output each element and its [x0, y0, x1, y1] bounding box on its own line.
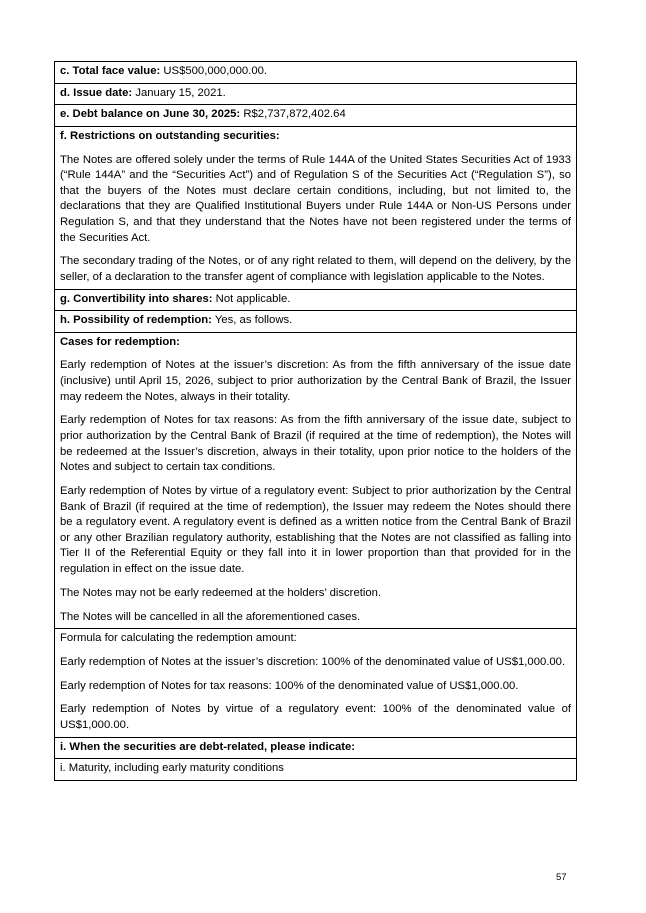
row-debt-securities-header	[55, 737, 577, 759]
restrictions-paragraph: The secondary trading of the Notes, or of any right related to them, will depend on the delivery, by the seller, of a declaration to the transfer agent of compliance with legislation applicable to the Notes.	[60, 255, 571, 283]
debt-securities-label: i. When the securities are debt-related, please indicate:	[60, 740, 356, 753]
debt-balance-label: e. Debt balance on June 30, 2025:	[60, 108, 241, 121]
row-issue-date	[55, 83, 577, 105]
redemption-case-paragraph: The Notes may not be early redeemed at the holders’ discretion.	[60, 586, 382, 599]
debt-balance: R$2,737,872,402.64	[240, 108, 346, 121]
row-restrictions	[55, 126, 577, 289]
convertibility: Not applicable.	[212, 292, 291, 305]
restrictions-paragraph: The Notes are offered solely under the terms of Rule 144A of the United States Securities Act of 1933 (“Rule 144A” and the “Securities Act”) and of Regulation S of the Securities Act (“Regulation S”), so that the buyers of the Notes must declare certain conditions, including, but not limited to, the declarations that they are Qualified Institutional Buyers under Rule 144A or Non-US Persons under Regulation S, and that they understand that the Notes have not been registered under the terms of the Securities Act.	[60, 153, 571, 244]
redemption-case-paragraph: Early redemption of Notes for tax reasons: As from the fifth anniversary of the issue date, subject to prior authorization by the Central Bank of Brazil (if required at the time of redemption), the Notes will be redeemed at the Issuer’s discretion, always in their totality, upon prior notice to the holders of the Notes and subject to certain tax conditions.	[60, 414, 571, 474]
issue-date: January 15, 2021.	[132, 86, 226, 99]
row-maturity	[55, 759, 577, 781]
redemption-formula-label: Formula for calculating the redemption amount:	[60, 632, 297, 645]
row-convertibility	[55, 289, 577, 311]
redemption-possibility: Yes, as follows.	[211, 314, 293, 327]
redemption-case-paragraph: Early redemption of Notes by virtue of a regulatory event: Subject to prior authorization by the Central Bank of Brazil (if required at the time of redemption), the Issuer may redeem the Notes should there be a regulatory event. A regulatory event is defined as a written notice from the Central Bank of Brazil or any other Brazilian regulatory authority, establishing that the Notes are not classified as falling into Tier II of the Referential Equity or they fall into it in lower proportion than that provided for in the regulation in effect on the issue date.	[60, 485, 571, 575]
page-number: 57	[556, 872, 567, 883]
maturity-item: i. Maturity, including early maturity conditions	[60, 762, 284, 775]
redemption-formula-paragraph: Early redemption of Notes by virtue of a regulatory event: 100% of the denominated value of US$1,000.00.	[60, 703, 571, 732]
redemption-cases-label: Cases for redemption:	[60, 335, 180, 348]
redemption-case-paragraph: Early redemption of Notes at the issuer’s discretion: As from the fifth anniversary of the issue date (inclusive) until April 15, 2026, subject to prior authorization by the Central Bank of Brazil, the Issuer may redeem the Notes, always in their totality.	[60, 359, 571, 403]
row-redemption-formula	[55, 629, 577, 738]
issue-date-label: d. Issue date:	[60, 86, 133, 99]
redemption-formula-paragraph: Early redemption of Notes at the issuer’s discretion: 100% of the denominated value of US$1,000.00.	[60, 655, 566, 668]
total-face-value-label: c. Total face value:	[60, 65, 161, 77]
redemption-formula-paragraph: Early redemption of Notes for tax reasons: 100% of the denominated value of US$1,000.00.	[60, 679, 519, 692]
securities-table	[54, 61, 577, 781]
row-total-face-value	[55, 62, 577, 84]
redemption-case-paragraph: The Notes will be cancelled in all the aforementioned cases.	[60, 610, 361, 623]
convertibility-label: g. Convertibility into shares:	[60, 292, 213, 305]
total-face-value: US$500,000,000.00.	[160, 65, 268, 77]
row-debt-balance	[55, 105, 577, 127]
redemption-possibility-label: h. Possibility of redemption:	[60, 314, 212, 327]
restrictions-label: f. Restrictions on outstanding securities:	[60, 129, 280, 142]
row-redemption-cases	[55, 332, 577, 628]
row-redemption-possibility	[55, 311, 577, 333]
